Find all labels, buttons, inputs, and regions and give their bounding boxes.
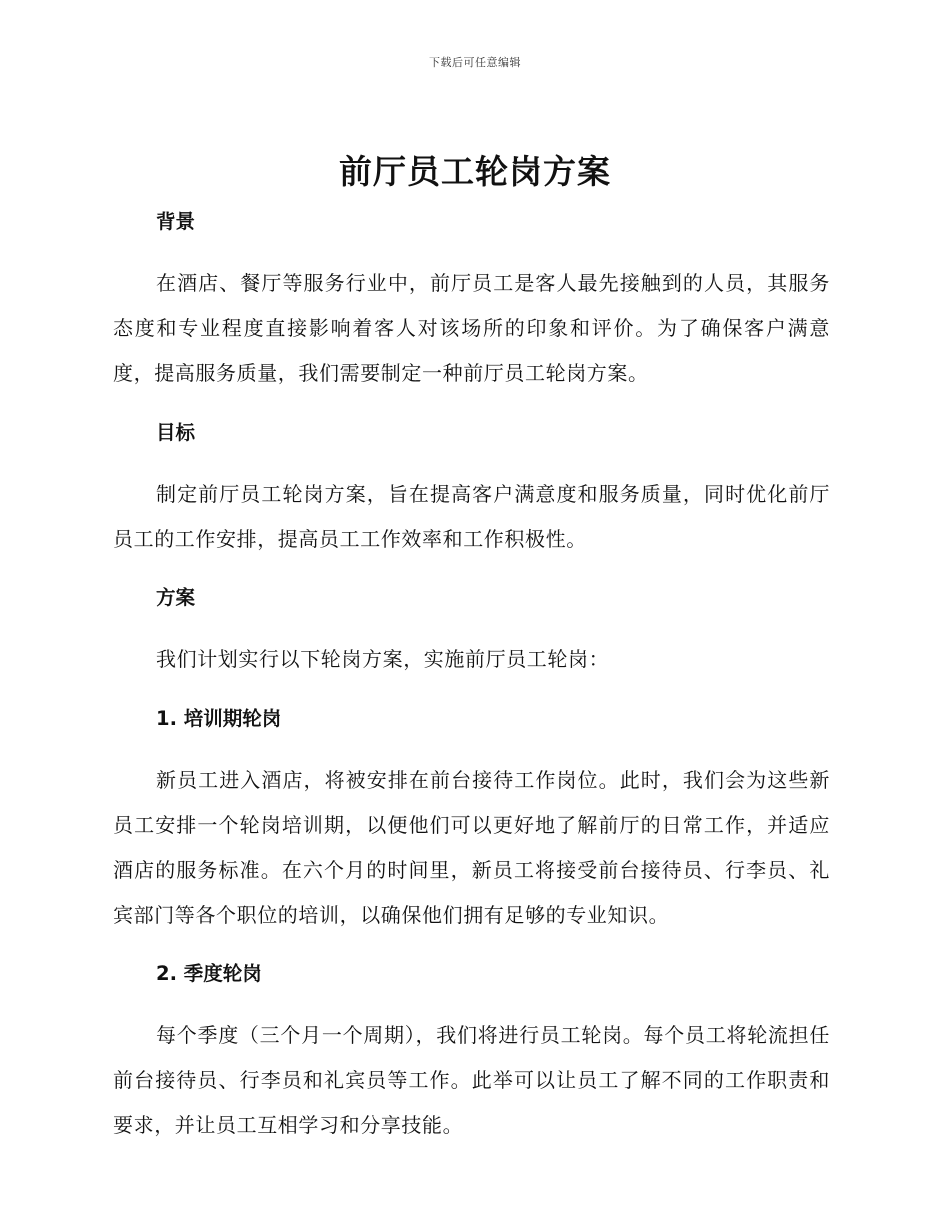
section-heading-goal: 目标	[156, 421, 196, 444]
paragraph-training-rotation: 新员工进入酒店，将被安排在前台接待工作岗位。此时，我们会为这些新员工安排一个轮岗培训期，以便他们可以更好地了解前厅的日常工作，并适应酒店的服务标准。在六个月的时间里，新员工将接受前台接待员、行李员、礼宾部门等各个职位的培训，以确保他们拥有足够的专业知识。	[113, 768, 830, 927]
section-heading-background: 背景	[156, 210, 196, 233]
paragraph-goal: 制定前厅员工轮岗方案，旨在提高客户满意度和服务质量，同时优化前厅员工的工作安排，提高员工工作效率和工作积极性。	[113, 482, 830, 551]
section-heading-training-rotation: 1. 培训期轮岗	[156, 707, 282, 730]
page-header-note: 下载后可任意编辑	[429, 56, 521, 69]
section-heading-quarterly-rotation: 2. 季度轮岗	[156, 962, 262, 985]
paragraph-plan: 我们计划实行以下轮岗方案，实施前厅员工轮岗：	[156, 647, 610, 671]
document-title: 前厅员工轮岗方案	[339, 152, 611, 191]
paragraph-quarterly-rotation: 每个季度（三个月一个周期），我们将进行员工轮岗。每个员工将轮流担任前台接待员、行李员和礼宾员等工作。此举可以让员工了解不同的工作职责和要求，并让员工互相学习和分享技能。	[113, 1023, 830, 1137]
paragraph-background: 在酒店、餐厅等服务行业中，前厅员工是客人最先接触到的人员，其服务态度和专业程度直接影响着客人对该场所的印象和评价。为了确保客户满意度，提高服务质量，我们需要制定一种前厅员工轮岗方案。	[113, 271, 830, 385]
document-body	[113, 205, 830, 1148]
section-heading-plan: 方案	[156, 586, 196, 609]
